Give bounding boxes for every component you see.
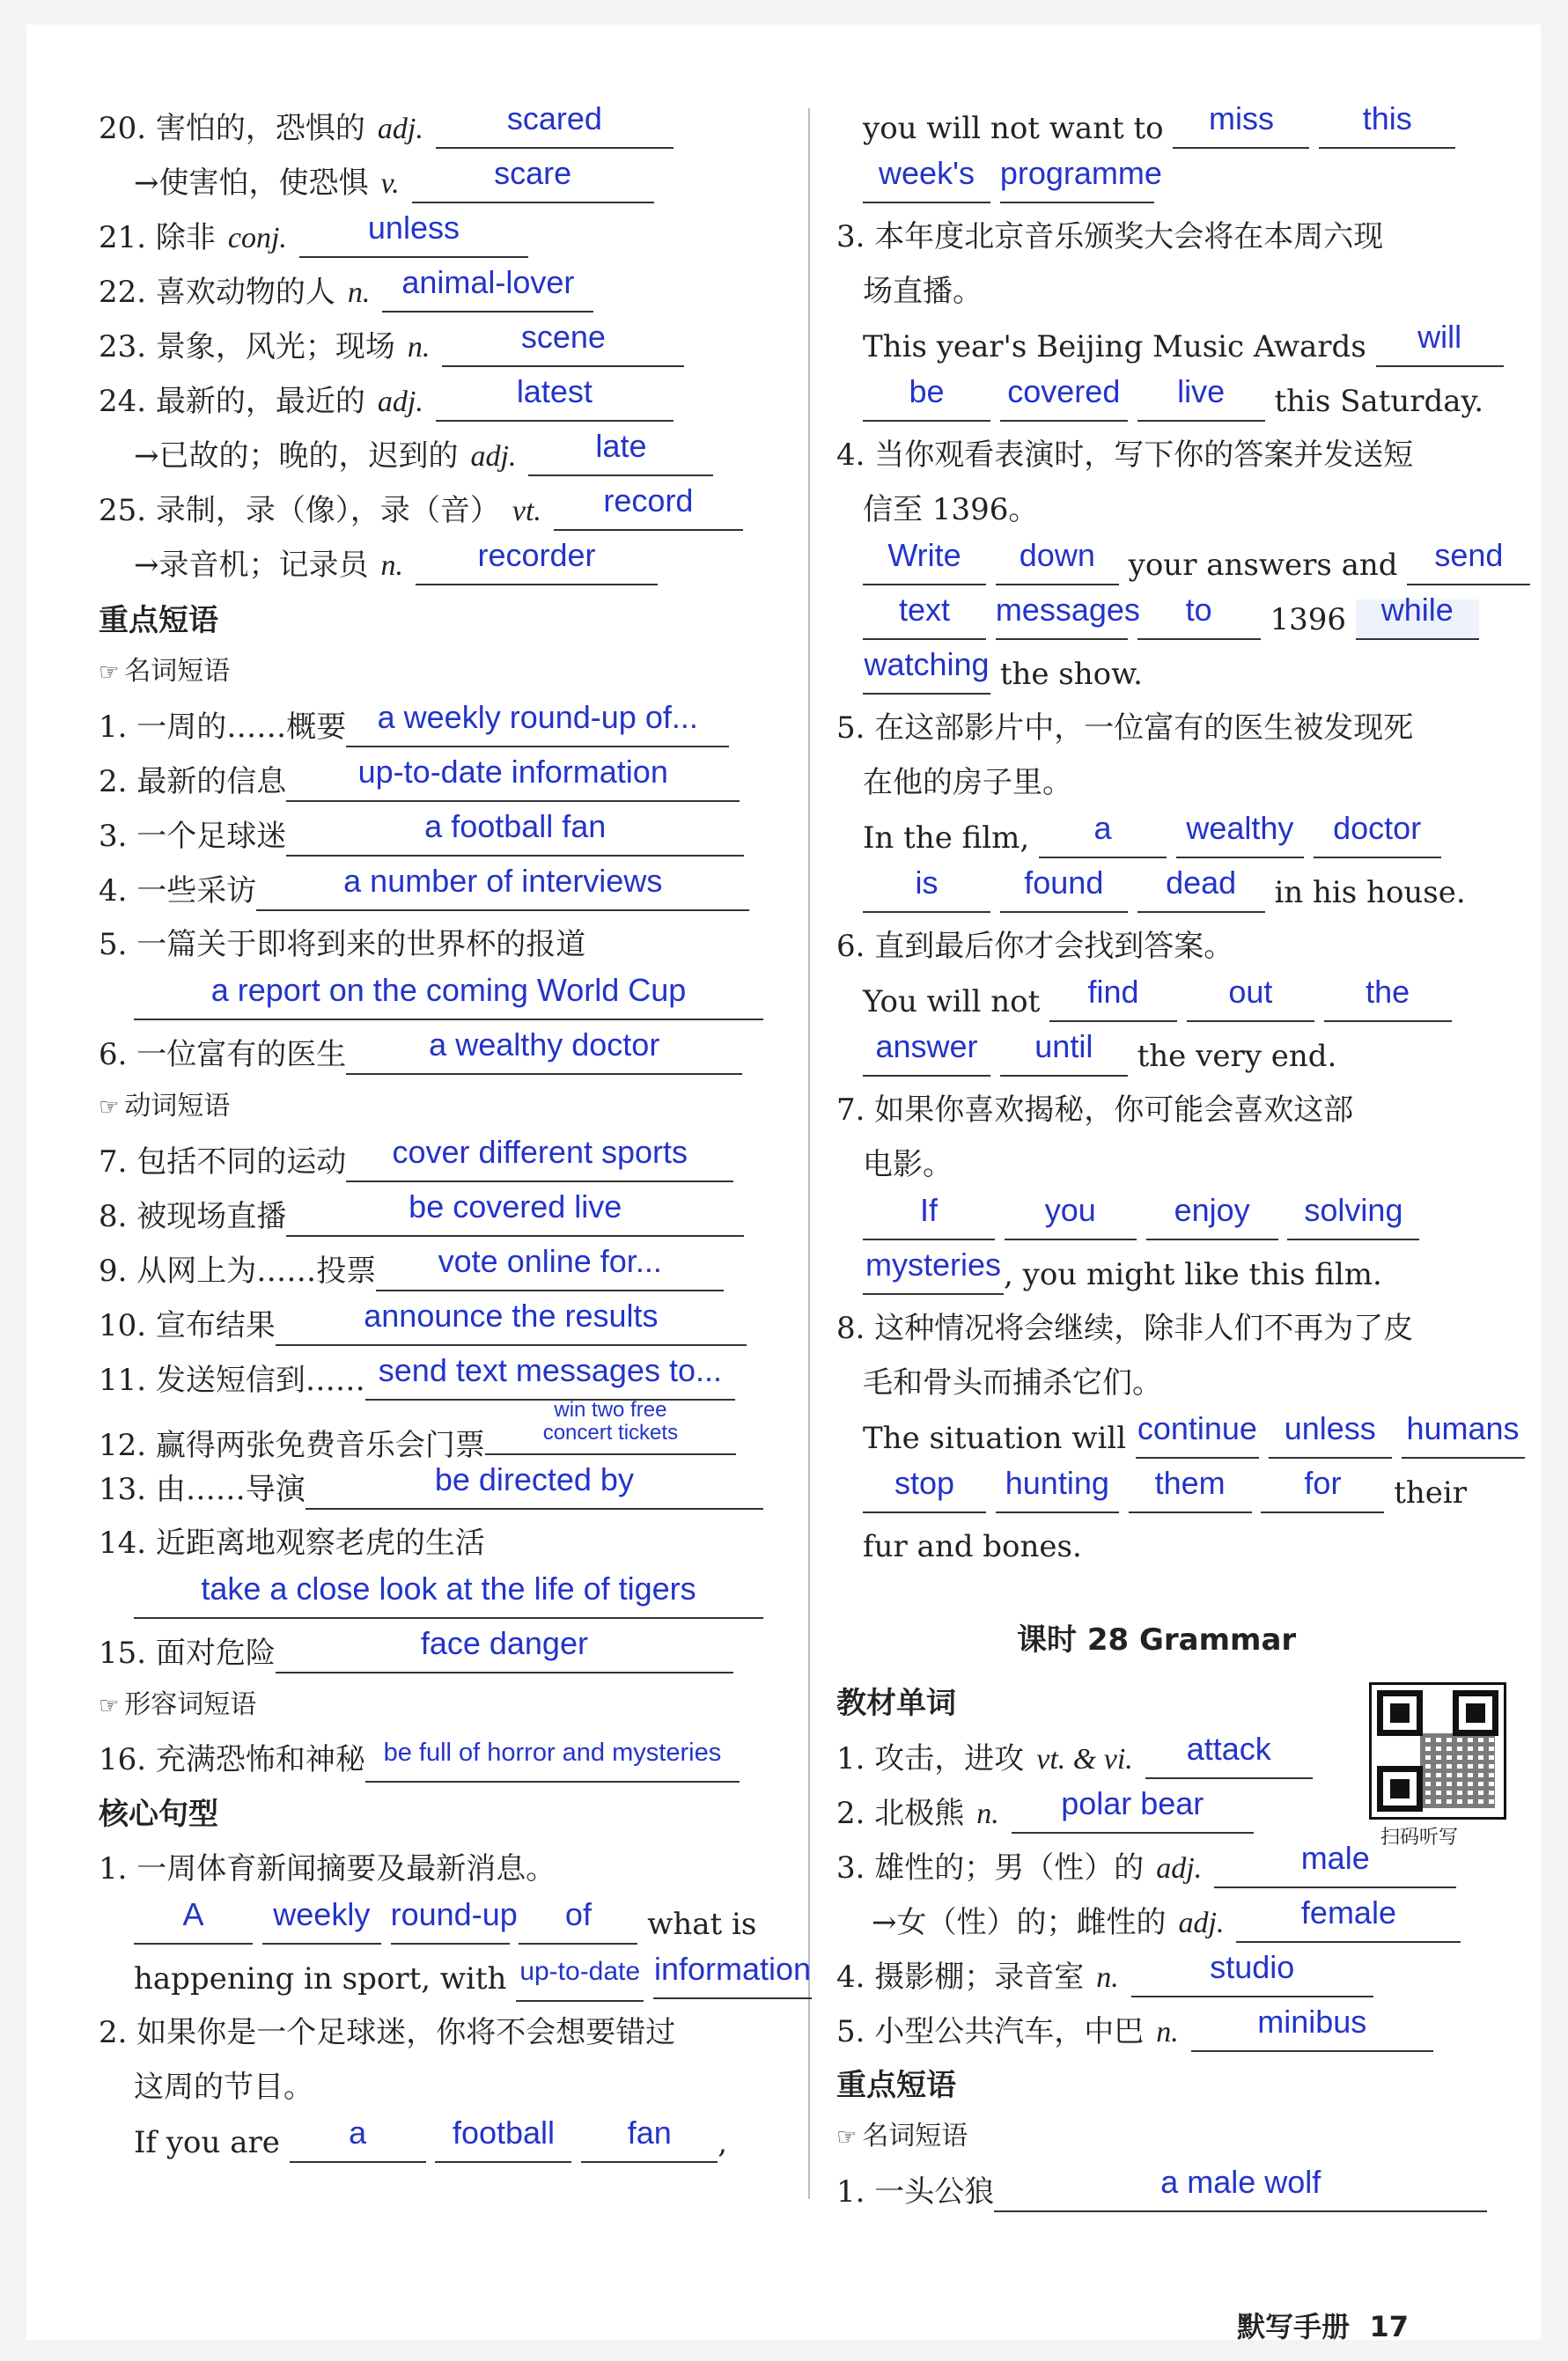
answer-field[interactable]: week's — [863, 163, 990, 203]
sentence-prompt: 场直播。 — [863, 274, 983, 309]
answer-field[interactable]: mysteries — [863, 1254, 1004, 1295]
answer-field[interactable]: scene — [442, 327, 684, 367]
answer-field[interactable]: up-to-date information — [286, 761, 740, 802]
answer-field[interactable]: until — [1000, 1036, 1128, 1077]
answer-field[interactable]: announce the results — [276, 1306, 747, 1346]
phrase-item: 11. 发送短信到…… send text messages to... — [99, 1360, 735, 1401]
section-title: 重点短语 — [99, 603, 218, 638]
vocab-item: 23. 景象，风光；现场 n. scene — [99, 327, 684, 367]
answer-field[interactable]: unless — [1269, 1418, 1392, 1459]
answer-field[interactable]: a number of interviews — [256, 871, 749, 911]
answer-field[interactable]: be covered live — [286, 1196, 744, 1237]
sentence-line: The situation will continue unless humans — [863, 1418, 1525, 1459]
sentence-line — [863, 1192, 1419, 1240]
phrase-answer-line — [134, 972, 763, 1020]
sentence-line — [863, 155, 1162, 203]
subsection-title: ☞ 动词短语 — [99, 1091, 231, 1122]
answer-field[interactable]: scare — [412, 163, 654, 203]
vocab-item: 4. 摄影棚；录音室 n. studio — [836, 1957, 1373, 1997]
vocab-item: 25. 录制，录（像），录（音） vt. record — [99, 490, 743, 531]
answer-field[interactable]: send — [1407, 545, 1530, 585]
answer-field[interactable]: the — [1324, 982, 1452, 1022]
answer-field[interactable]: studio — [1131, 1957, 1373, 1997]
phrase-item: 10. 宣布结果 announce the results — [99, 1306, 747, 1346]
sentence-line: answer until the very end. — [863, 1036, 1336, 1077]
sentence-prompt: 信至 1396。 — [863, 492, 1039, 527]
answer-field[interactable]: messages — [996, 599, 1128, 640]
answer-field[interactable]: Write — [863, 545, 986, 585]
answer-field[interactable]: unless — [299, 217, 528, 258]
vocab-item: →录音机；记录员 n. recorder — [134, 545, 658, 585]
vocab-item: 5. 小型公共汽车，中巴 n. minibus — [836, 2012, 1433, 2052]
phrase-item: 1. 一周的……概要 a weekly round-up of... — [99, 707, 729, 747]
section-title: 教材单词 — [836, 1686, 956, 1721]
sentence-line: be covered live this Saturday. — [863, 381, 1483, 422]
answer-field[interactable]: a weekly round-up of... — [346, 707, 729, 747]
answer-field[interactable]: of — [519, 1904, 637, 1945]
pointing-hand-icon: ☞ — [836, 2124, 858, 2151]
answer-field[interactable]: male — [1214, 1848, 1456, 1888]
phrase-item: 12. 赢得两张免费音乐会门票 win two free concert tickets — [99, 1415, 736, 1465]
section-title: 重点短语 — [836, 2068, 956, 2103]
phrase-item: 4. 一些采访 a number of interviews — [99, 871, 749, 911]
answer-field[interactable]: enjoy — [1146, 1200, 1278, 1240]
answer-field[interactable]: animal-lover — [382, 272, 593, 313]
answer-field[interactable]: hunting — [996, 1473, 1119, 1513]
vocab-item: 24. 最新的，最近的 adj. latest — [99, 381, 674, 422]
sentence-prompt: 7. 如果你喜欢揭秘，你可能会喜欢这部 — [836, 1092, 1354, 1128]
sentence-line: You will not find out the — [863, 982, 1452, 1022]
answer-field[interactable]: a — [1039, 818, 1167, 858]
answer-field[interactable]: scared — [436, 108, 674, 149]
sentence-line: fur and bones. — [863, 1529, 1082, 1564]
phrase-item: 13. 由……导演 be directed by — [99, 1469, 763, 1510]
answer-field[interactable]: will — [1376, 327, 1504, 367]
phrase-item: 6. 一位富有的医生 a wealthy doctor — [99, 1034, 742, 1075]
answer-field[interactable]: be directed by — [306, 1469, 763, 1510]
handbook-label: 默写手册 — [1237, 2310, 1351, 2343]
phrase-item: 2. 最新的信息 up-to-date information — [99, 761, 740, 802]
answer-field[interactable]: up-to-date — [516, 1961, 644, 2002]
page-number: 17 — [1369, 2310, 1409, 2343]
answer-field[interactable]: doctor — [1314, 818, 1441, 858]
sentence-line: happening in sport, with up-to-date information — [134, 1959, 812, 2002]
answer-field[interactable]: football — [435, 2122, 571, 2163]
sentence-prompt: 6. 直到最后你才会找到答案。 — [836, 929, 1234, 964]
phrase-answer-line — [134, 1570, 763, 1619]
sentence-line: watching the show. — [863, 654, 1143, 695]
pointing-hand-icon: ☞ — [99, 659, 120, 686]
answer-field[interactable]: A — [134, 1904, 253, 1945]
sentence-line: you will not want to miss this — [863, 108, 1455, 149]
section-title: 核心句型 — [99, 1797, 218, 1832]
answer-field[interactable]: minibus — [1191, 2012, 1433, 2052]
answer-field[interactable]: text — [863, 599, 986, 640]
sentence-line: If you are a football fan , — [134, 2122, 727, 2163]
answer-field[interactable]: be full of horror and mysteries — [365, 1742, 740, 1783]
page-footer — [1237, 2305, 1409, 2345]
sentence-prompt: 5. 在这部影片中，一位富有的医生被发现死 — [836, 710, 1414, 746]
answer-field[interactable]: solving — [1287, 1200, 1419, 1240]
answer-field[interactable]: you — [1005, 1200, 1137, 1240]
vocab-item: 1. 攻击，进攻 vt. & vi. attack — [836, 1739, 1313, 1779]
answer-field[interactable]: round-up — [391, 1904, 510, 1945]
sentence-prompt: 4. 当你观看表演时，写下你的答案并发送短 — [836, 438, 1414, 473]
vocab-item: 3. 雄性的；男（性）的 adj. male — [836, 1848, 1456, 1888]
vocab-item: 22. 喜欢动物的人 n. animal-lover — [99, 272, 593, 313]
answer-field[interactable]: miss — [1173, 108, 1309, 149]
sentence-prompt: 在他的房子里。 — [863, 765, 1072, 800]
answer-field[interactable]: is — [863, 872, 990, 913]
vocab-item: →已故的；晚的，迟到的 adj. late — [134, 436, 713, 476]
qr-code-label: 扫码听写 — [1380, 1827, 1459, 1849]
vocab-item: 21. 除非 conj. unless — [99, 217, 528, 258]
answer-field[interactable]: watching — [863, 654, 990, 695]
answer-field[interactable]: answer — [863, 1036, 990, 1077]
answer-field[interactable]: If — [863, 1200, 995, 1240]
answer-field[interactable]: wealthy — [1176, 818, 1304, 858]
answer-field[interactable]: cover different sports — [346, 1142, 733, 1182]
sentence-line: In the film, a wealthy doctor — [863, 818, 1441, 858]
workbook-page — [26, 25, 1541, 2343]
answer-field[interactable]: a — [290, 2122, 426, 2163]
sentence-line: Write down your answers and send — [863, 545, 1530, 585]
answer-field[interactable]: find — [1049, 982, 1177, 1022]
answer-field[interactable]: be — [863, 381, 990, 422]
sentence-prompt: 1. 一周体育新闻摘要及最新消息。 — [99, 1851, 556, 1887]
answer-field[interactable]: them — [1129, 1473, 1252, 1513]
sentence-line: text messages to 1396 while — [863, 599, 1479, 640]
answer-field[interactable]: information — [653, 1959, 812, 1999]
answer-field[interactable]: win two free concert tickets — [485, 1415, 736, 1455]
answer-field[interactable]: dead — [1137, 872, 1265, 913]
answer-field[interactable]: face danger — [276, 1633, 733, 1673]
answer-field[interactable]: a male wolf — [994, 2172, 1487, 2212]
sentence-prompt: 3. 本年度北京音乐颁奖大会将在本周六现 — [836, 219, 1384, 254]
subsection-title: ☞ 名词短语 — [99, 656, 231, 687]
subsection-title: ☞ 名词短语 — [836, 2121, 968, 2151]
vocab-item: 20. 害怕的，恐惧的 adj. scared — [99, 108, 674, 149]
answer-field[interactable]: covered — [1000, 381, 1128, 422]
sentence-line: mysteries, you might like this film. — [863, 1254, 1382, 1295]
vocab-item: →使害怕，使恐惧 v. scare — [134, 163, 654, 203]
phrase-item: 15. 面对危险 face danger — [99, 1633, 733, 1673]
answer-field[interactable]: a football fan — [286, 816, 744, 857]
answer-field[interactable]: weekly — [262, 1904, 381, 1945]
answer-field[interactable]: polar bear — [1012, 1793, 1254, 1834]
phrase-item: 1. 一头公狼 a male wolf — [836, 2172, 1487, 2212]
answer-field[interactable]: humans — [1402, 1418, 1525, 1459]
answer-field[interactable]: found — [1000, 872, 1128, 913]
answer-field[interactable]: while — [1356, 599, 1479, 640]
sentence-prompt: 8. 这种情况将会继续，除非人们不再为了皮 — [836, 1311, 1414, 1346]
phrase-item: 9. 从网上为……投票 vote online for... — [99, 1251, 724, 1291]
answer-field[interactable]: vote online for... — [376, 1251, 724, 1291]
sentence-prompt: 电影。 — [863, 1147, 953, 1182]
column-divider — [808, 108, 810, 2199]
answer-field[interactable]: programme — [1000, 163, 1154, 203]
sentence-prompt: 毛和骨头而捕杀它们。 — [863, 1365, 1162, 1401]
answer-field[interactable]: to — [1137, 599, 1261, 640]
pointing-hand-icon: ☞ — [99, 1693, 120, 1719]
answer-field[interactable]: latest — [436, 381, 674, 422]
answer-field[interactable]: live — [1137, 381, 1265, 422]
vocab-item: →女（性）的；雌性的 adj. female — [872, 1902, 1461, 1943]
sentence-prompt: 2. 如果你是一个足球迷，你将不会想要错过 — [99, 2015, 676, 2050]
qr-code-icon[interactable] — [1369, 1682, 1506, 1820]
answer-field[interactable]: a report on the coming World Cup — [134, 980, 763, 1020]
phrase-item: 5. 一篇关于即将到来的世界杯的报道 — [99, 927, 586, 962]
answer-field[interactable]: fan — [581, 2122, 718, 2163]
answer-field[interactable]: this — [1319, 108, 1455, 149]
answer-field[interactable]: female — [1236, 1902, 1461, 1943]
sentence-line: is found dead in his house. — [863, 872, 1466, 913]
answer-field[interactable]: down — [996, 545, 1119, 585]
phrase-item: 7. 包括不同的运动 cover different sports — [99, 1142, 733, 1182]
answer-field[interactable]: recorder — [416, 545, 658, 585]
vocab-item: 2. 北极熊 n. polar bear — [836, 1793, 1254, 1834]
answer-field[interactable]: send text messages to... — [365, 1360, 735, 1401]
phrase-item: 8. 被现场直播 be covered live — [99, 1196, 744, 1237]
answer-field[interactable]: a wealthy doctor — [346, 1034, 742, 1075]
sentence-prompt: 这周的节目。 — [134, 2070, 313, 2105]
answer-field[interactable]: continue — [1136, 1418, 1259, 1459]
sentence-line: This year's Beijing Music Awards will — [863, 327, 1504, 367]
phrase-item: 14. 近距离地观察老虎的生活 — [99, 1526, 485, 1561]
answer-field[interactable]: out — [1187, 982, 1314, 1022]
answer-field[interactable]: record — [554, 490, 743, 531]
sentence-line: A weekly round-up of what is — [134, 1904, 756, 1945]
pointing-hand-icon: ☞ — [99, 1094, 120, 1121]
subsection-title: ☞ 形容词短语 — [99, 1689, 257, 1720]
phrase-item: 16. 充满恐怖和神秘 be full of horror and mysteries — [99, 1740, 740, 1783]
answer-field[interactable]: stop — [863, 1473, 986, 1513]
sentence-line: stop hunting them for their — [863, 1473, 1467, 1513]
phrase-item: 3. 一个足球迷 a football fan — [99, 816, 744, 857]
answer-field[interactable]: for — [1261, 1473, 1384, 1513]
lesson-title: 课时 28 Grammar — [1017, 1622, 1297, 1658]
answer-field[interactable]: late — [528, 436, 713, 476]
answer-field[interactable]: attack — [1145, 1739, 1313, 1779]
answer-field[interactable]: take a close look at the life of tigers — [134, 1578, 763, 1619]
